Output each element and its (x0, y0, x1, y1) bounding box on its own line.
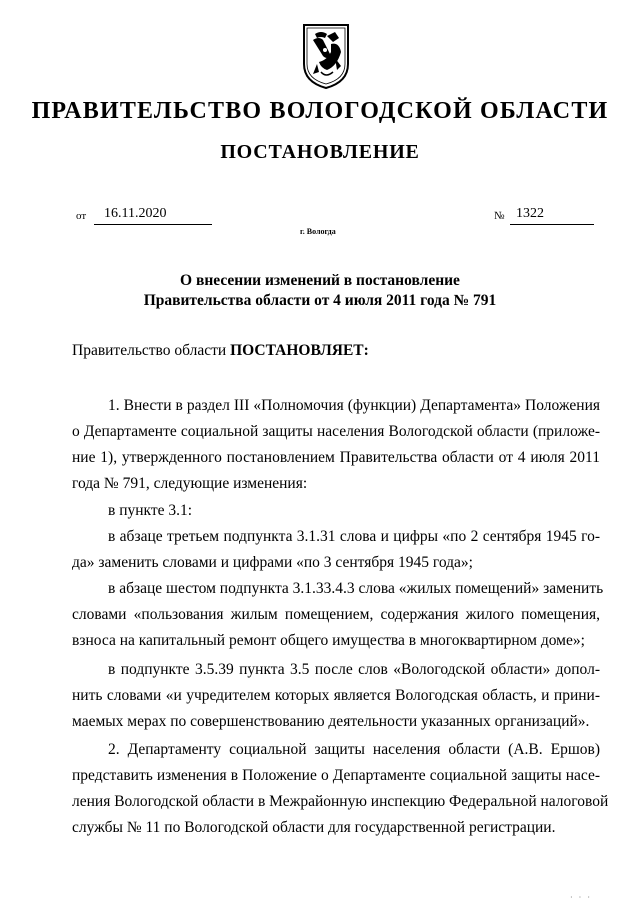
preamble-emphasis: ПОСТАНОВЛЯЕТ: (230, 342, 369, 359)
body-line: в подпункте 3.5.39 пункта 3.5 после слов «Вологодской области» допол- (108, 661, 600, 678)
body-line: 1. Внести в раздел III «Полномочия (функции) Департамента» Положения (108, 397, 600, 414)
preamble-text: Правительство области (72, 342, 231, 359)
body-line: взноса на капитальный ремонт общего имущества в многоквартирном доме»; (72, 632, 585, 649)
city-label: г. Вологда (300, 227, 336, 236)
body-line: в абзаце третьем подпункта 3.1.31 слова и цифры «по 2 сентября 1945 го- (108, 528, 600, 545)
body-line: представить изменения в Положение о Департаменте социальной защиты насе- (72, 767, 600, 784)
body-line: ние 1), утвержденного постановлением Правительства области от 4 июля 2011 (72, 449, 600, 466)
document-type: ПОСТАНОВЛЕНИЕ (220, 141, 420, 163)
number-field (494, 206, 604, 226)
subject-line-2: Правительства области от 4 июля 2011 года № 791 (143, 292, 497, 309)
subject-line-1: О внесении изменений в постановление (180, 272, 460, 289)
document-subject (0, 271, 640, 311)
body-line: в пункте 3.1: (108, 502, 193, 519)
body-line: службы № 11 по Вологодской области для государственной регистрации. (72, 819, 556, 836)
vologda-coat-of-arms-icon (301, 22, 351, 90)
date-field (72, 206, 222, 226)
body-line: в абзаце шестом подпункта 3.1.33.4.3 слова «жилых помещений» заменить (108, 580, 604, 597)
body-line: о Департаменте социальной защиты населения Вологодской области (приложе- (72, 423, 600, 440)
body-line: года № 791, следующие изменения: (72, 475, 308, 492)
body-line: 2. Департаменту социальной защиты населения области (А.В. Ершов) (108, 741, 600, 758)
date-value: 16.11.2020 (104, 206, 167, 221)
preamble (72, 342, 369, 360)
body-line: словами «пользования жилым помещением, содержания жилого помещения, (72, 606, 600, 623)
date-label: от (76, 210, 87, 222)
page-corner-mark: · · · (570, 893, 592, 902)
body-line: ления Вологодской области в Межрайонную инспекцию Федеральной налоговой (72, 793, 609, 810)
body-line: да» заменить словами и цифрами «по 3 сентября 1945 года»; (72, 554, 473, 571)
number-underline (510, 224, 594, 225)
number-value: 1322 (516, 206, 544, 221)
body-line: нить словами «и учредителем которых является Вологодская область, и прини- (72, 687, 600, 704)
number-label: № (494, 210, 505, 222)
organization-title: ПРАВИТЕЛЬСТВО ВОЛОГОДСКОЙ ОБЛАСТИ (31, 98, 609, 124)
body-line: маемых мерах по совершенствованию деятельности указанных организаций». (72, 713, 590, 730)
date-underline (94, 224, 212, 225)
